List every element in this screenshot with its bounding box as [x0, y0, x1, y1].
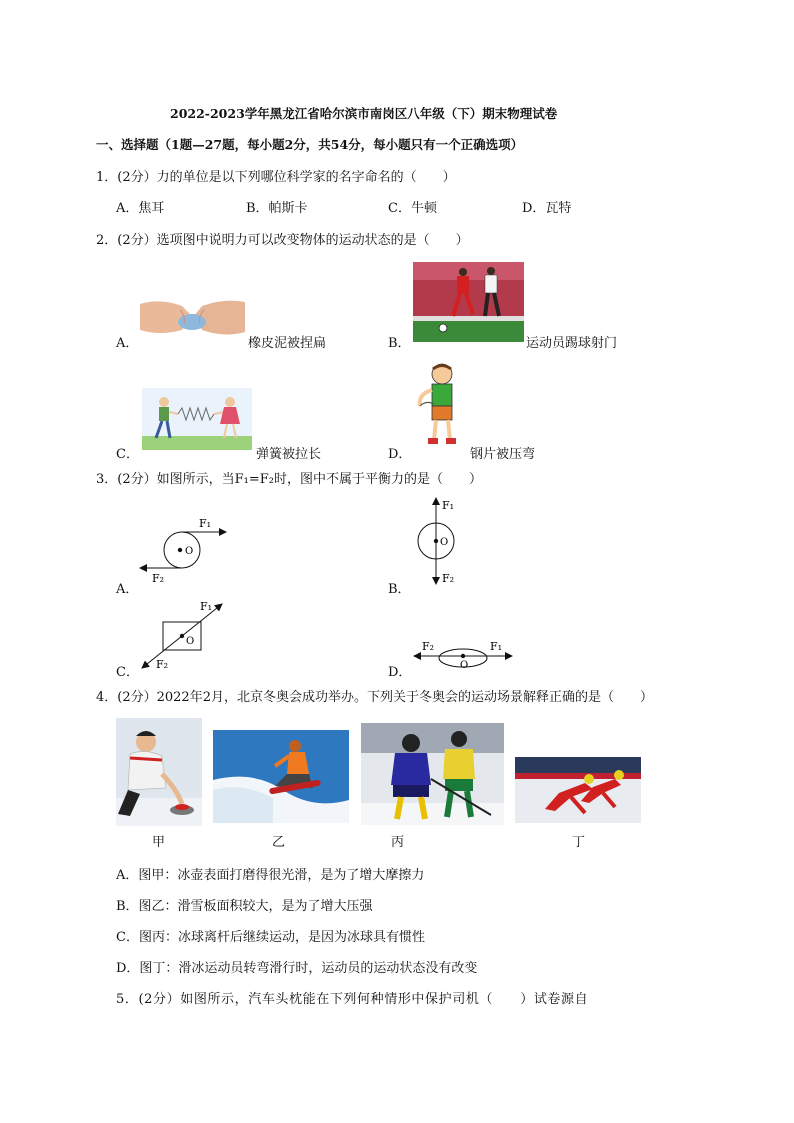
- q1-option-c[interactable]: C．牛顿: [388, 201, 437, 216]
- speed-skating-image: [515, 757, 641, 823]
- q3-option-a-letter[interactable]: A．: [116, 582, 139, 597]
- q3-diagram-d: [412, 636, 516, 672]
- caption-bing: 丙: [391, 835, 405, 850]
- svg-text:O: O: [460, 660, 469, 671]
- caption-yi: 乙: [272, 835, 286, 850]
- f1-label: F₁: [199, 517, 212, 530]
- svg-text:F₂: F₂: [422, 640, 435, 653]
- section-heading: 一、选择题（1题—27题，每小题2分，共54分，每小题只有一个正确选项）: [96, 137, 524, 152]
- soccer-shot-image: [413, 262, 524, 342]
- q3-option-d-letter[interactable]: D．: [388, 665, 412, 680]
- svg-text:F₁: F₁: [490, 640, 503, 653]
- svg-text:O: O: [440, 537, 449, 548]
- q2-option-a-text: 橡皮泥被捏扁: [248, 336, 327, 351]
- spring-pull-image: [142, 388, 252, 450]
- q2-option-c-text: 弹簧被拉长: [256, 447, 322, 462]
- q4-option-c[interactable]: C．图丙：冰球离杆后继续运动，是因为冰球具有惯性: [116, 930, 425, 945]
- q3-diagram-a: [136, 510, 236, 590]
- q1-option-d[interactable]: D．瓦特: [522, 201, 572, 216]
- q1-stem: 1．(2分）力的单位是以下列哪位科学家的名字命名的（ ）: [96, 170, 456, 185]
- steel-bend-image: [412, 360, 472, 450]
- svg-text:F₂: F₂: [442, 572, 455, 585]
- q3-option-c-letter[interactable]: C．: [116, 665, 139, 680]
- caption-ding: 丁: [572, 835, 586, 850]
- o-label: O: [185, 546, 194, 557]
- q4-option-d[interactable]: D．图丁：滑冰运动员转弯滑行时，运动员的运动状态没有改变: [116, 961, 478, 976]
- clay-squeeze-image: [140, 296, 245, 344]
- q2-option-d-text: 钢片被压弯: [470, 447, 536, 462]
- svg-text:F₁: F₁: [442, 499, 455, 512]
- q2-option-b-text: 运动员踢球射门: [526, 336, 618, 351]
- q3-diagram-b: [410, 492, 470, 588]
- ice-hockey-image: [361, 723, 504, 825]
- q2-option-a-letter[interactable]: A．: [116, 336, 139, 351]
- q3-stem: 3．(2分）如图所示，当F₁=F₂时，图中不属于平衡力的是（ ）: [96, 472, 482, 487]
- q2-stem: 2．(2分）选项图中说明力可以改变物体的运动状态的是（ ）: [96, 233, 469, 248]
- curling-image: [116, 718, 202, 826]
- q2-option-c-letter[interactable]: C．: [116, 447, 139, 462]
- q3-diagram-c: [136, 596, 236, 676]
- svg-text:O: O: [186, 636, 195, 647]
- q4-option-b[interactable]: B．图乙：滑雪板面积较大，是为了增大压强: [116, 899, 373, 914]
- svg-text:F₁: F₁: [200, 600, 213, 613]
- q3-option-b-letter[interactable]: B．: [388, 582, 411, 597]
- svg-text:F₂: F₂: [156, 658, 169, 671]
- q1-option-a[interactable]: A．焦耳: [116, 201, 165, 216]
- f2-label: F₂: [152, 572, 165, 585]
- snowboard-image: [213, 730, 349, 823]
- q2-option-b-letter[interactable]: B．: [388, 336, 411, 351]
- q4-stem: 4．(2分）2022年2月，北京冬奥会成功举办。下列关于冬奥会的运动场景解释正确的是（ ）: [96, 690, 653, 705]
- q1-option-b[interactable]: B．帕斯卡: [246, 201, 308, 216]
- caption-jia: 甲: [152, 835, 166, 850]
- q4-option-a[interactable]: A．图甲：冰壶表面打磨得很光滑，是为了增大摩擦力: [116, 868, 425, 883]
- q2-option-d-letter[interactable]: D．: [388, 447, 412, 462]
- page-title: 2022-2023学年黑龙江省哈尔滨市南岗区八年级（下）期末物理试卷: [170, 106, 558, 121]
- q5-stem: 5．(2分）如图所示，汽车头枕能在下列何种情形中保护司机（ ）试卷源自: [116, 992, 589, 1007]
